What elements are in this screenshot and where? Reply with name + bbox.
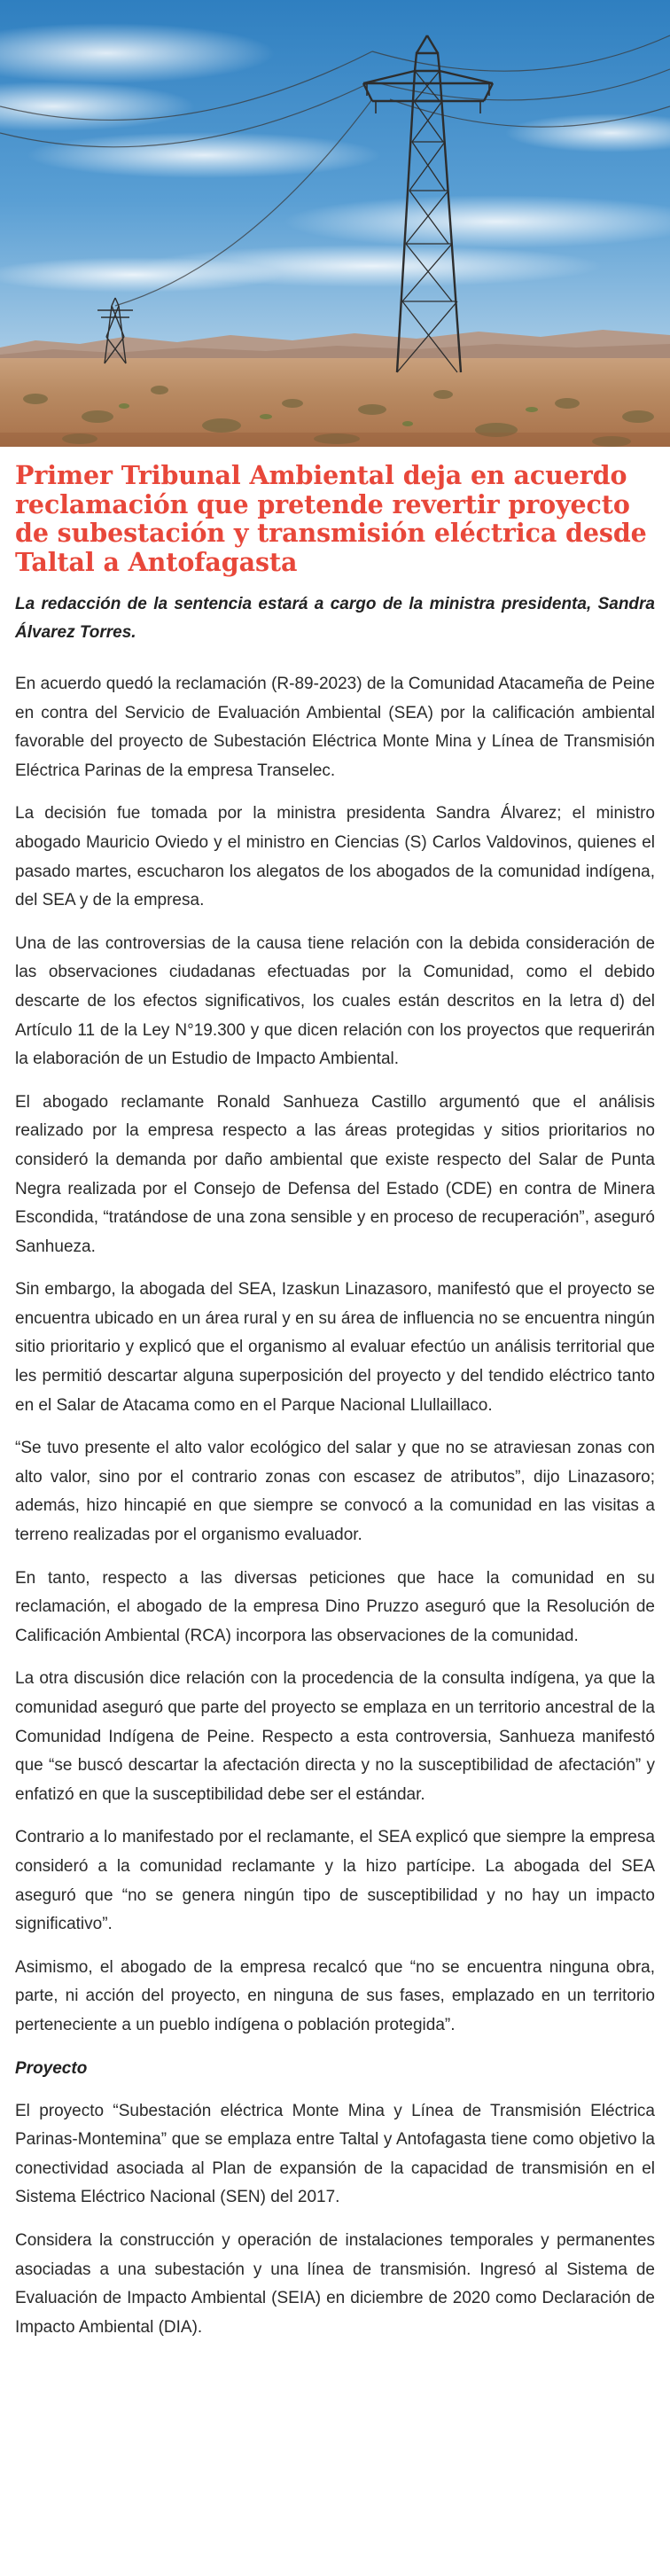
article-paragraph: “Se tuvo presente el alto valor ecológico del salar y que no se atraviesan zonas con alto valor, sino por el contrario zonas con escasez de atributos”, dijo Linazasoro; además, hizo hincapié en que siempre se convocó a la comunidad en las visitas a terreno realizadas por el organismo evaluador. [15,1439,655,1545]
article-paragraph: La otra discusión dice relación con la procedencia de la consulta indígena, ya que la comunidad aseguró que parte del proyecto se emplaza en un territorio ancestral de la Comunidad Indígena de Peine. Respecto a esta controversia, Sanhueza manifestó que “se buscó descartar la afectación directa y no la susceptibilidad de afectación” y enfatizó en que la susceptibilidad debe ser el estándar. [15,1669,655,1804]
article-paragraph: El abogado reclamante Ronald Sanhueza Castillo argumentó que el análisis realizado por la empresa respecto a las áreas protegidas y sitios prioritarios no consideró la demanda por daño ambiental que existe respecto del Salar de Punta Negra realizada por el Consejo de Defensa del Estado (CDE) en contra de Minera Escondida, “tratándose de una zona sensible y en proceso de recuperación”, aseguró Sanhueza. [15,1092,655,1256]
article-paragraph: Considera la construcción y operación de instalaciones temporales y permanentes asociadas a una subestación y una línea de transmisión. Ingresó al Sistema de Evaluación de Impacto Ambiental (SEIA) en diciembre de 2020 como Declaración de Impacto Ambiental (DIA). [15,2230,655,2337]
article [15,461,655,2356]
article-paragraph: Contrario a lo manifestado por el reclamante, el SEA explicó que siempre la empresa consideró a la comunidad reclamante y la hizo partícipe. La abogada del SEA aseguró que “no se genera ningún tipo de susceptibilidad y no hay un impacto significativo”. [15,1828,655,1934]
article-paragraph: Asimismo, el abogado de la empresa recalcó que “no se encuentra ninguna obra, parte, ni acción del proyecto, en ninguna de sus fases, emplazado en un territorio perteneciente a un pueblo indígena o población protegida”. [15,1957,655,2034]
article-paragraph: Una de las controversias de la causa tiene relación con la debida consideración de las observaciones ciudadanas efectuadas por la Comunidad, como el debido descarte de los efectos significativos, los cuales están descritos en la letra d) del Artículo 11 de la Ley N°19.300 y que dicen relación con los proyectos que requerirán la elaboración de un Estudio de Impacto Ambiental. [15,933,655,1069]
article-paragraph: En tanto, respecto a las diversas peticiones que hace la comunidad en su reclamación, el abogado de la empresa Dino Pruzzo aseguró que la Resolución de Calificación Ambiental (RCA) incorpora las observaciones de la comunidad. [15,1568,655,1645]
article-paragraph: En acuerdo quedó la reclamación (R-89-2023) de la Comunidad Atacameña de Peine en contra del Servicio de Evaluación Ambiental (SEA) por la calificación ambiental favorable del proyecto de Subestación Eléctrica Monte Mina y Línea de Transmisión Eléctrica Parinas de la empresa Transelec. [15,675,655,780]
article-paragraph: La decisión fue tomada por la ministra presidenta Sandra Álvarez; el ministro abogado Mauricio Oviedo y el ministro en Ciencias (S) Carlos Valdovinos, quienes el pasado martes, escucharon los alegatos de los abogados de la comunidad indígena, del SEA y de la empresa. [15,804,655,910]
article-paragraph: El proyecto “Subestación eléctrica Monte Mina y Línea de Transmisión Eléctrica Parinas-Montemina” que se emplaza entre Taltal y Antofagasta tiene como objetivo la conectividad asociada al Plan de expansión de la capacidad de transmisión en el Sistema Eléctrico Nacional (SEN) del 2017. [15,2101,655,2207]
section-subheading: Proyecto [15,2058,88,2078]
transmission-tower-desert-photo-icon [0,0,670,447]
article-headline: Primer Tribunal Ambiental deja en acuerdo reclamación que pretende revertir proyecto de subestación y transmisión eléctrica desde Taltal a Antofagasta [15,460,647,577]
article-paragraph: Sin embargo, la abogada del SEA, Izaskun Linazasoro, manifestó que el proyecto se encuentra ubicado en un área rural y en su área de influencia no se encuentra ningún sitio prioritario y explicó que el organismo al evaluar efectúo un análisis territorial que les permitió descartar alguna superposición del proyecto y del tendido eléctrico tanto en el Salar de Atacama como en el Parque Nacional Llullaillaco. [15,1280,655,1415]
article-lead: La redacción de la sentencia estará a cargo de la ministra presidenta, Sandra Álvarez Torres. [15,595,655,642]
hero-image [0,0,670,447]
